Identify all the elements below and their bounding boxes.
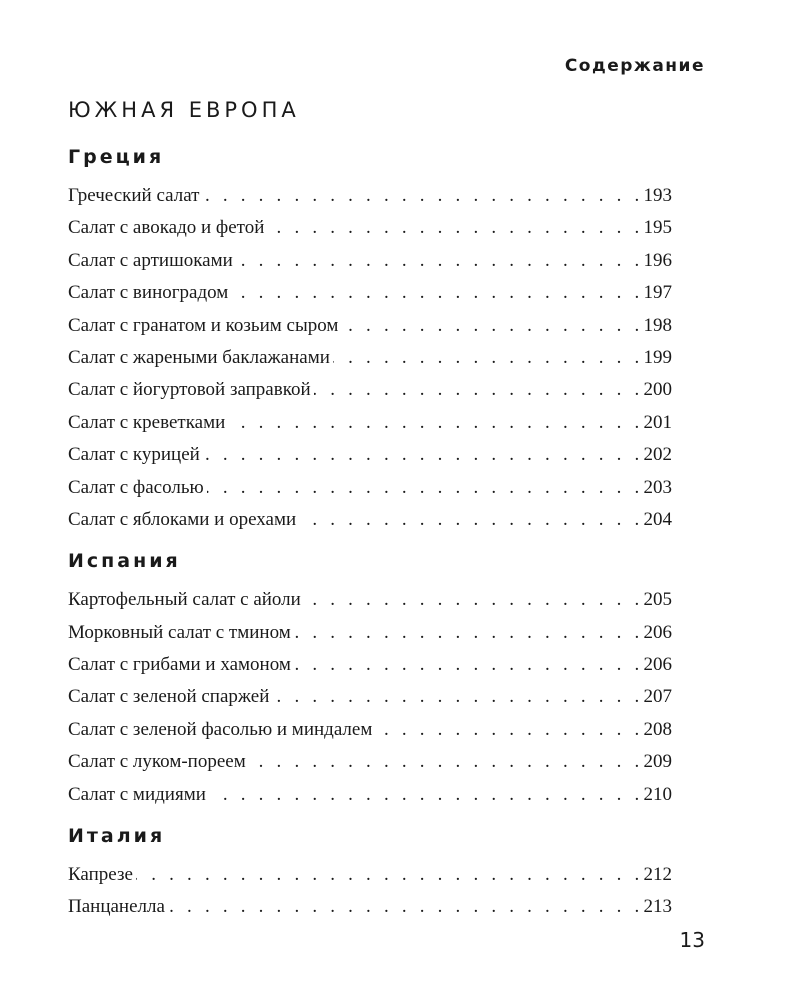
toc-entry-page: 203 bbox=[643, 476, 672, 498]
toc-entry[interactable] bbox=[68, 746, 672, 778]
dot-leader bbox=[168, 891, 644, 923]
toc-sections bbox=[68, 142, 672, 924]
toc-entry-title: Капрезе bbox=[68, 864, 133, 886]
dot-leader bbox=[202, 180, 643, 212]
toc-entry-page: 195 bbox=[643, 217, 672, 239]
toc-list bbox=[68, 859, 672, 924]
toc-entry-page: 205 bbox=[643, 589, 672, 611]
dot-leader bbox=[304, 584, 644, 616]
toc-entry[interactable] bbox=[68, 277, 672, 309]
dot-leader bbox=[231, 277, 643, 309]
toc-entry-title: Салат с авокадо и фетой bbox=[68, 217, 265, 239]
toc-entry[interactable] bbox=[68, 859, 672, 891]
page-number: 13 bbox=[679, 928, 705, 952]
toc-entry-title: Салат с виноградом bbox=[68, 282, 229, 304]
toc-entry-page: 208 bbox=[643, 718, 672, 740]
toc-entry[interactable] bbox=[68, 714, 672, 746]
toc-entry-title: Салат с артишоками bbox=[68, 249, 233, 271]
toc-entry-page: 197 bbox=[643, 282, 672, 304]
toc-entry[interactable] bbox=[68, 407, 672, 439]
toc-entry[interactable] bbox=[68, 342, 672, 374]
toc-entry-title: Картофельный салат с айоли bbox=[68, 589, 301, 611]
toc-entry-page: 213 bbox=[643, 896, 672, 918]
dot-leader bbox=[333, 342, 644, 374]
toc-entry-page: 207 bbox=[643, 686, 672, 708]
toc-list bbox=[68, 180, 672, 536]
toc-entry-page: 206 bbox=[643, 621, 672, 643]
toc-entry[interactable] bbox=[68, 310, 672, 342]
toc-entry-title: Салат с мидиями bbox=[68, 783, 206, 805]
toc-entry[interactable] bbox=[68, 180, 672, 212]
toc-entry-page: 196 bbox=[643, 249, 672, 271]
dot-leader bbox=[136, 859, 644, 891]
dot-leader bbox=[314, 374, 644, 406]
toc-entry-page: 210 bbox=[643, 783, 672, 805]
toc-entry[interactable] bbox=[68, 617, 672, 649]
toc-entry[interactable] bbox=[68, 891, 672, 923]
toc-entry[interactable] bbox=[68, 245, 672, 277]
toc-entry-page: 200 bbox=[643, 379, 672, 401]
dot-leader bbox=[299, 504, 643, 536]
toc-entry[interactable] bbox=[68, 681, 672, 713]
region-title: ЮЖНАЯ ЕВРОПА bbox=[68, 98, 300, 122]
toc-entry[interactable] bbox=[68, 374, 672, 406]
toc-entry-page: 202 bbox=[643, 444, 672, 466]
toc-entry-page: 212 bbox=[643, 864, 672, 886]
toc-entry-title: Морковный салат с тмином bbox=[68, 621, 291, 643]
toc-entry-page: 206 bbox=[643, 654, 672, 676]
dot-leader bbox=[294, 617, 644, 649]
dot-leader bbox=[249, 746, 644, 778]
toc-entry-title: Салат с грибами и хамоном bbox=[68, 654, 291, 676]
toc-entry-page: 199 bbox=[643, 346, 672, 368]
dot-leader bbox=[375, 714, 643, 746]
toc-entry-title: Салат с гранатом и козьим сыром bbox=[68, 314, 339, 336]
toc-entry[interactable] bbox=[68, 779, 672, 811]
toc-entry-page: 201 bbox=[643, 411, 672, 433]
country-title: Испания bbox=[68, 550, 181, 573]
dot-leader bbox=[228, 407, 643, 439]
toc-entry-title: Греческий салат bbox=[68, 185, 200, 206]
toc-entry-title: Салат с луком-пореем bbox=[68, 751, 246, 773]
toc-entry-title: Салат с креветками bbox=[68, 411, 226, 433]
toc-entry-title: Салат с зеленой спаржей bbox=[68, 686, 270, 708]
country-title: Италия bbox=[68, 825, 166, 848]
toc-entry-page: 193 bbox=[643, 185, 672, 206]
toc-entry-page: 209 bbox=[643, 751, 672, 773]
toc-entry-title: Салат с курицей bbox=[68, 444, 200, 466]
toc-list bbox=[68, 584, 672, 811]
table-of-contents bbox=[68, 96, 672, 924]
country-section bbox=[68, 546, 672, 811]
country-section bbox=[68, 821, 672, 924]
dot-leader bbox=[207, 472, 644, 504]
dot-leader bbox=[267, 212, 643, 244]
dot-leader bbox=[294, 649, 644, 681]
running-header: Содержание bbox=[564, 56, 705, 76]
country-title: Греция bbox=[68, 146, 165, 168]
dot-leader bbox=[209, 779, 644, 811]
toc-entry[interactable] bbox=[68, 472, 672, 504]
toc-entry-title: Салат с зеленой фасолью и миндалем bbox=[68, 718, 373, 740]
toc-entry[interactable] bbox=[68, 212, 672, 244]
dot-leader bbox=[341, 310, 643, 342]
toc-entry[interactable] bbox=[68, 504, 672, 536]
toc-entry[interactable] bbox=[68, 649, 672, 681]
toc-entry-title: Панцанелла bbox=[68, 896, 165, 918]
dot-leader bbox=[236, 245, 644, 277]
dot-leader bbox=[203, 439, 644, 471]
country-section bbox=[68, 142, 672, 536]
toc-entry-title: Салат с жареными баклажанами bbox=[68, 346, 330, 368]
toc-entry-page: 198 bbox=[643, 314, 672, 336]
toc-entry-title: Салат с фасолью bbox=[68, 476, 204, 498]
toc-entry-page: 204 bbox=[643, 508, 672, 530]
toc-entry[interactable] bbox=[68, 439, 672, 471]
toc-entry-title: Салат с йогуртовой заправкой bbox=[68, 379, 311, 401]
dot-leader bbox=[272, 681, 643, 713]
toc-entry-title: Салат с яблоками и орехами bbox=[68, 508, 297, 530]
toc-entry[interactable] bbox=[68, 584, 672, 616]
